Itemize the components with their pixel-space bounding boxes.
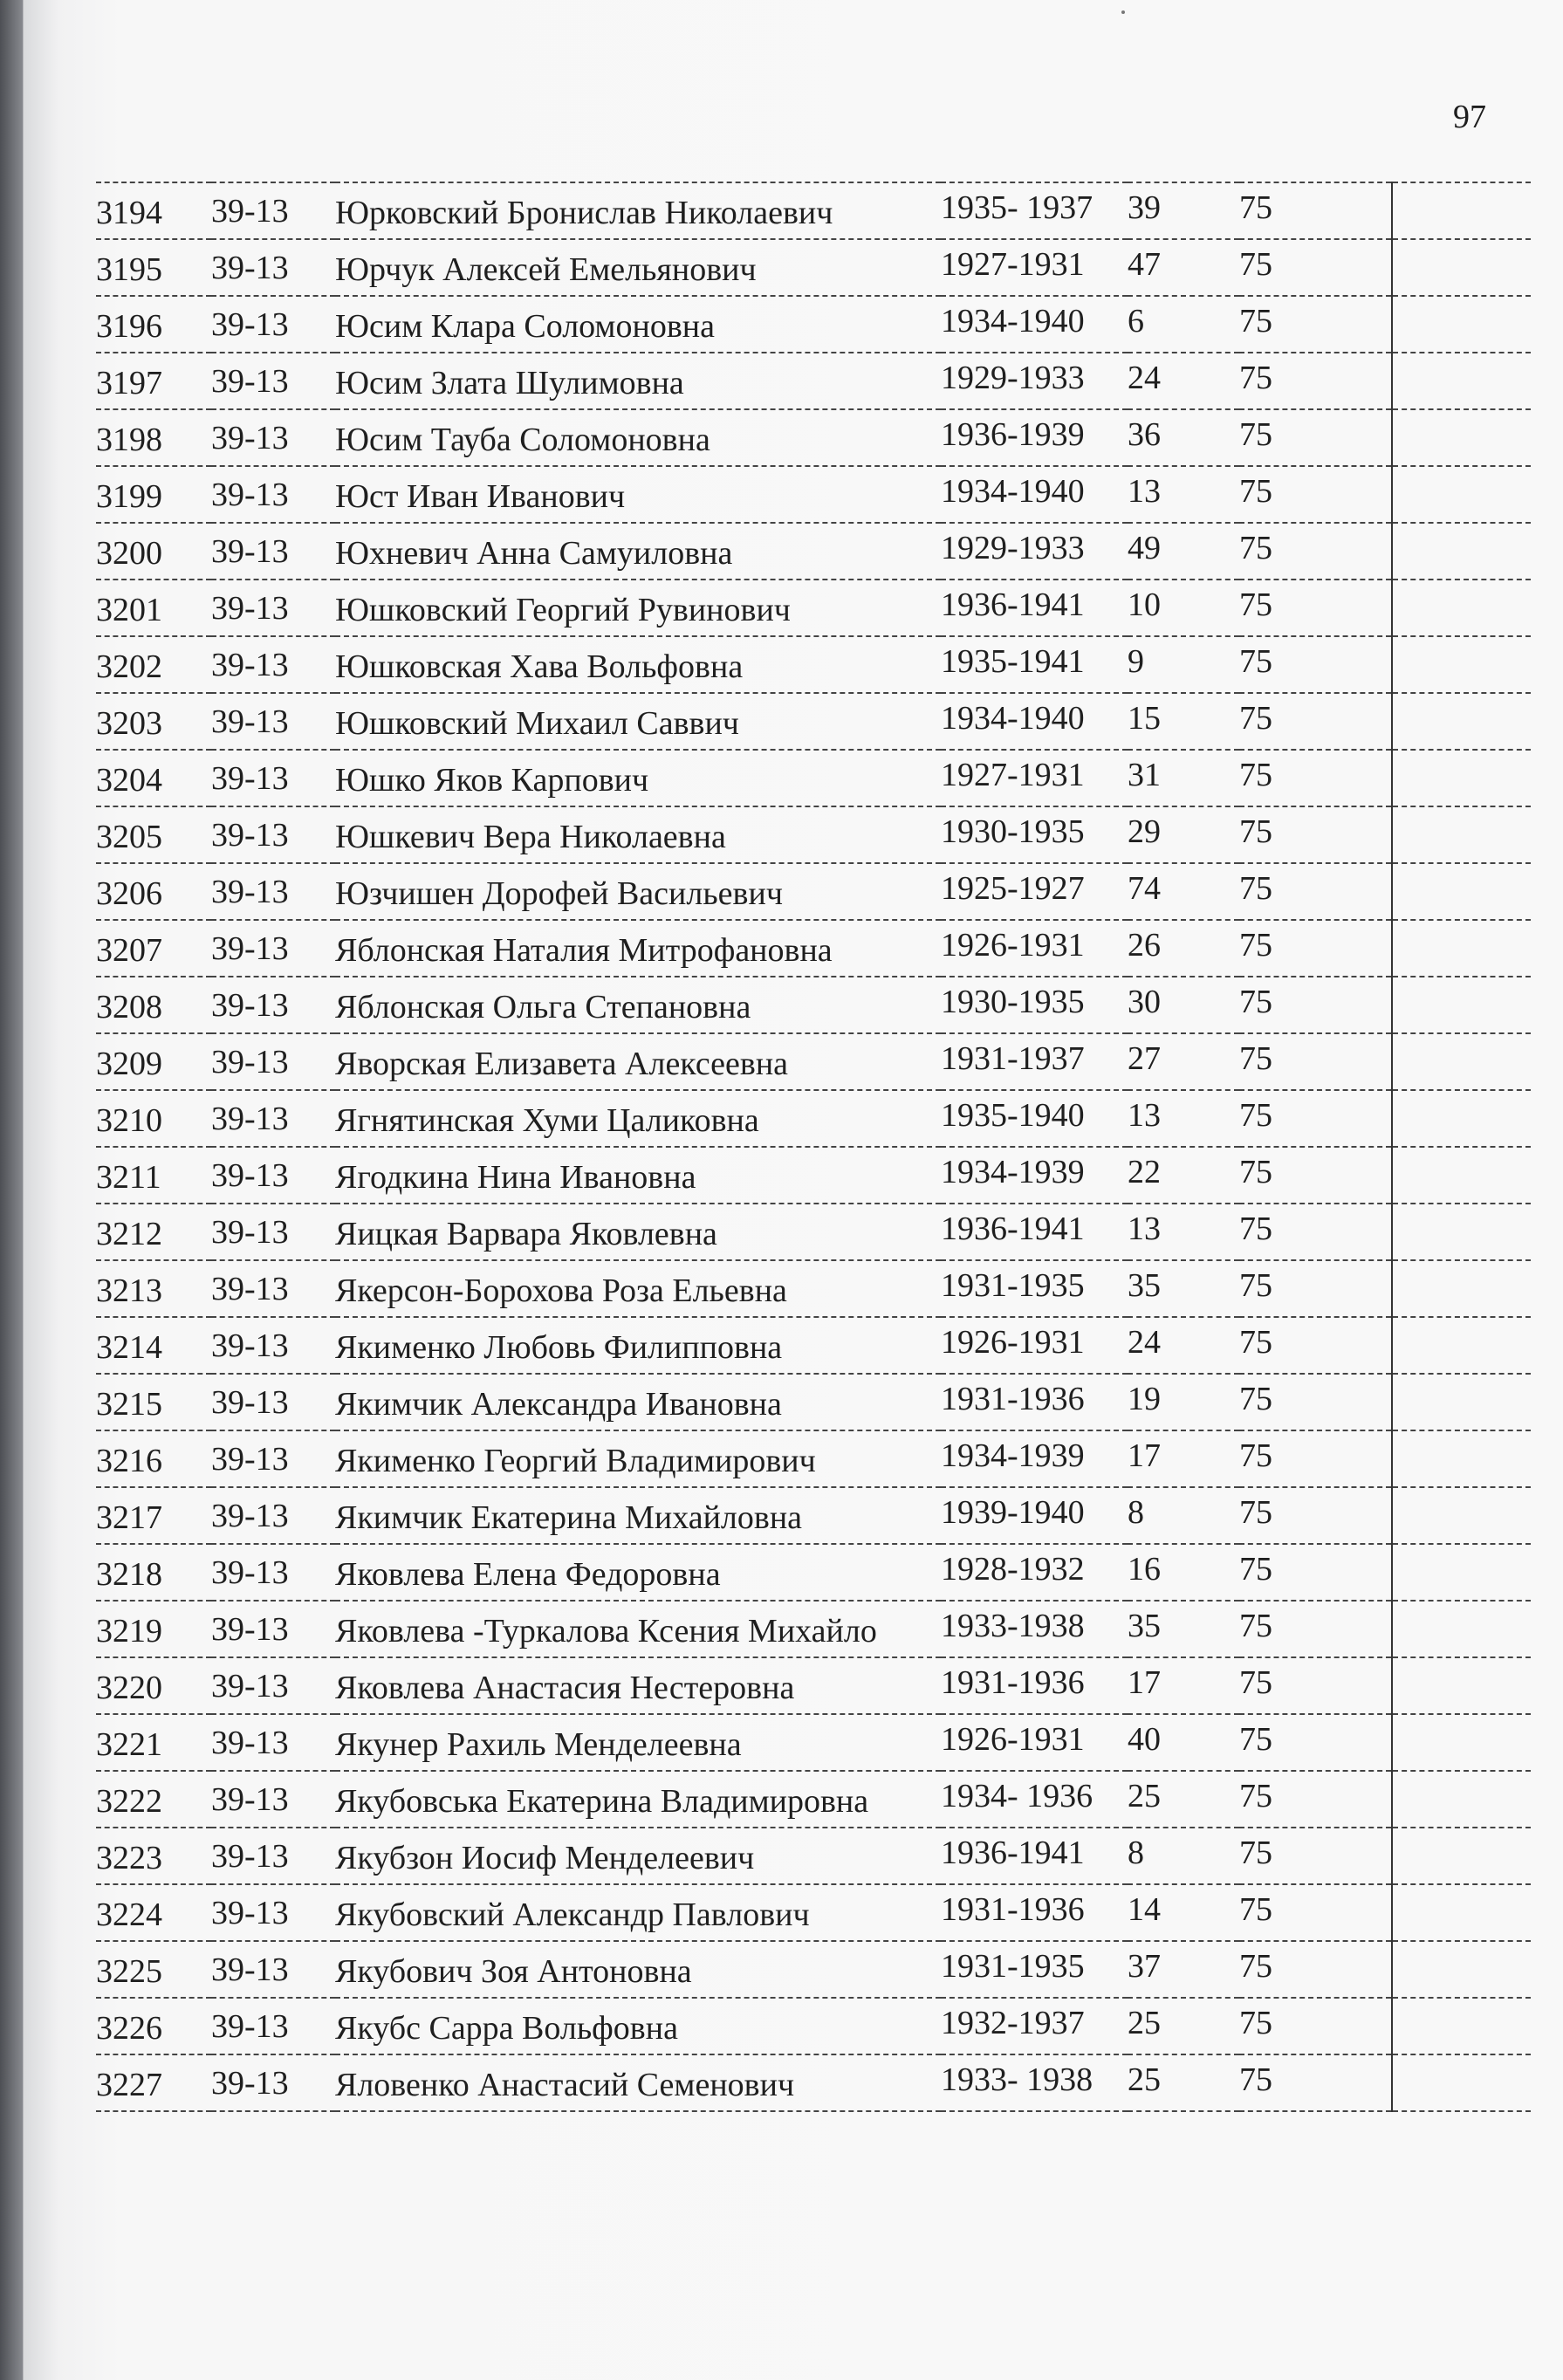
storage-term-cell: 75 xyxy=(1239,580,1392,636)
page-count-cell: 36 xyxy=(1128,409,1239,466)
years-range-cell: 1934-1939 xyxy=(941,1430,1128,1487)
table-row xyxy=(96,636,1531,693)
table-row xyxy=(96,1374,1531,1430)
empty-notes-cell xyxy=(1392,750,1531,806)
person-name-cell: Юсим Клара Соломоновна xyxy=(335,296,941,353)
page-count-cell: 25 xyxy=(1128,2054,1239,2111)
person-name-cell: Ягодкина Нина Ивановна xyxy=(335,1147,941,1204)
fund-code-cell: 39-13 xyxy=(211,353,335,409)
person-name-cell: Якимчик Екатерина Михайловна xyxy=(335,1487,941,1544)
record-number-cell: 3195 xyxy=(96,239,211,296)
empty-notes-cell xyxy=(1392,1601,1531,1657)
person-name-cell: Якубовский Александр Павлович xyxy=(335,1884,941,1941)
page-count-cell: 25 xyxy=(1128,1998,1239,2054)
record-number-cell: 3224 xyxy=(96,1884,211,1941)
empty-notes-cell xyxy=(1392,1260,1531,1317)
years-range-cell: 1935-1941 xyxy=(941,636,1128,693)
page-count-cell: 9 xyxy=(1128,636,1239,693)
years-range-cell: 1926-1931 xyxy=(941,1714,1128,1771)
fund-code-cell: 39-13 xyxy=(211,1544,335,1601)
page-count-cell: 24 xyxy=(1128,353,1239,409)
person-name-cell: Юшковский Михаил Саввич xyxy=(335,693,941,750)
page-count-cell: 27 xyxy=(1128,1033,1239,1090)
empty-notes-cell xyxy=(1392,1430,1531,1487)
table-row xyxy=(96,2054,1531,2111)
table-row xyxy=(96,1430,1531,1487)
person-name-cell: Якунер Рахиль Менделеевна xyxy=(335,1714,941,1771)
fund-code-cell: 39-13 xyxy=(211,1374,335,1430)
storage-term-cell: 75 xyxy=(1239,1544,1392,1601)
page-count-cell: 37 xyxy=(1128,1941,1239,1998)
page-count-cell: 35 xyxy=(1128,1601,1239,1657)
table-row xyxy=(96,863,1531,920)
years-range-cell: 1930-1935 xyxy=(941,977,1128,1033)
fund-code-cell: 39-13 xyxy=(211,409,335,466)
empty-notes-cell xyxy=(1392,580,1531,636)
empty-notes-cell xyxy=(1392,1828,1531,1884)
fund-code-cell: 39-13 xyxy=(211,182,335,239)
fund-code-cell: 39-13 xyxy=(211,693,335,750)
years-range-cell: 1934-1940 xyxy=(941,466,1128,523)
empty-notes-cell xyxy=(1392,2054,1531,2111)
record-number-cell: 3217 xyxy=(96,1487,211,1544)
years-range-cell: 1936-1941 xyxy=(941,1204,1128,1260)
table-row xyxy=(96,466,1531,523)
empty-notes-cell xyxy=(1392,1033,1531,1090)
person-name-cell: Якубович Зоя Антоновна xyxy=(335,1941,941,1998)
table-row xyxy=(96,1998,1531,2054)
table-row xyxy=(96,1033,1531,1090)
record-number-cell: 3216 xyxy=(96,1430,211,1487)
fund-code-cell: 39-13 xyxy=(211,2054,335,2111)
record-number-cell: 3202 xyxy=(96,636,211,693)
years-range-cell: 1936-1941 xyxy=(941,1828,1128,1884)
table-row xyxy=(96,1260,1531,1317)
years-range-cell: 1931-1935 xyxy=(941,1260,1128,1317)
record-number-cell: 3203 xyxy=(96,693,211,750)
page-number: 97 xyxy=(1453,99,1486,135)
storage-term-cell: 75 xyxy=(1239,1260,1392,1317)
fund-code-cell: 39-13 xyxy=(211,1147,335,1204)
storage-term-cell: 75 xyxy=(1239,1771,1392,1828)
storage-term-cell: 75 xyxy=(1239,1033,1392,1090)
page-count-cell: 10 xyxy=(1128,580,1239,636)
fund-code-cell: 39-13 xyxy=(211,466,335,523)
record-number-cell: 3225 xyxy=(96,1941,211,1998)
table-row xyxy=(96,182,1531,239)
years-range-cell: 1935-1940 xyxy=(941,1090,1128,1147)
years-range-cell: 1934-1940 xyxy=(941,693,1128,750)
person-name-cell: Яловенко Анастасий Семенович xyxy=(335,2054,941,2111)
page-count-cell: 15 xyxy=(1128,693,1239,750)
page-count-cell: 19 xyxy=(1128,1374,1239,1430)
page-count-cell: 31 xyxy=(1128,750,1239,806)
table-row xyxy=(96,1657,1531,1714)
storage-term-cell: 75 xyxy=(1239,1430,1392,1487)
years-range-cell: 1925-1927 xyxy=(941,863,1128,920)
record-number-cell: 3218 xyxy=(96,1544,211,1601)
table-row xyxy=(96,750,1531,806)
years-range-cell: 1926-1931 xyxy=(941,920,1128,977)
person-name-cell: Якубс Сарра Вольфовна xyxy=(335,1998,941,2054)
empty-notes-cell xyxy=(1392,353,1531,409)
empty-notes-cell xyxy=(1392,863,1531,920)
person-name-cell: Яворская Елизавета Алексеевна xyxy=(335,1033,941,1090)
empty-notes-cell xyxy=(1392,977,1531,1033)
person-name-cell: Якерсон-Борохова Роза Ельевна xyxy=(335,1260,941,1317)
person-name-cell: Ягнятинская Хуми Цаликовна xyxy=(335,1090,941,1147)
fund-code-cell: 39-13 xyxy=(211,1657,335,1714)
table-row xyxy=(96,920,1531,977)
fund-code-cell: 39-13 xyxy=(211,1771,335,1828)
record-number-cell: 3196 xyxy=(96,296,211,353)
years-range-cell: 1931-1935 xyxy=(941,1941,1128,1998)
record-number-cell: 3199 xyxy=(96,466,211,523)
storage-term-cell: 75 xyxy=(1239,1204,1392,1260)
record-number-cell: 3197 xyxy=(96,353,211,409)
page-count-cell: 13 xyxy=(1128,1204,1239,1260)
fund-code-cell: 39-13 xyxy=(211,636,335,693)
fund-code-cell: 39-13 xyxy=(211,523,335,580)
page-count-cell: 74 xyxy=(1128,863,1239,920)
storage-term-cell: 75 xyxy=(1239,806,1392,863)
table-row xyxy=(96,1884,1531,1941)
storage-term-cell: 75 xyxy=(1239,863,1392,920)
years-range-cell: 1934-1939 xyxy=(941,1147,1128,1204)
fund-code-cell: 39-13 xyxy=(211,1714,335,1771)
empty-notes-cell xyxy=(1392,1204,1531,1260)
storage-term-cell: 75 xyxy=(1239,182,1392,239)
person-name-cell: Яицкая Варвара Яковлевна xyxy=(335,1204,941,1260)
storage-term-cell: 75 xyxy=(1239,1998,1392,2054)
record-number-cell: 3211 xyxy=(96,1147,211,1204)
person-name-cell: Яковлева Елена Федоровна xyxy=(335,1544,941,1601)
person-name-cell: Якубовська Екатерина Владимировна xyxy=(335,1771,941,1828)
page-count-cell: 25 xyxy=(1128,1771,1239,1828)
page-count-cell: 47 xyxy=(1128,239,1239,296)
page-count-cell: 30 xyxy=(1128,977,1239,1033)
empty-notes-cell xyxy=(1392,636,1531,693)
table-row xyxy=(96,977,1531,1033)
page-count-cell: 6 xyxy=(1128,296,1239,353)
person-name-cell: Юхневич Анна Самуиловна xyxy=(335,523,941,580)
page-count-cell: 35 xyxy=(1128,1260,1239,1317)
storage-term-cell: 75 xyxy=(1239,1487,1392,1544)
record-number-cell: 3215 xyxy=(96,1374,211,1430)
years-range-cell: 1931-1936 xyxy=(941,1884,1128,1941)
fund-code-cell: 39-13 xyxy=(211,1430,335,1487)
table-row xyxy=(96,1941,1531,1998)
years-range-cell: 1935- 1937 xyxy=(941,182,1128,239)
person-name-cell: Юсим Тауба Соломоновна xyxy=(335,409,941,466)
fund-code-cell: 39-13 xyxy=(211,1884,335,1941)
person-name-cell: Юрчук Алексей Емельянович xyxy=(335,239,941,296)
years-range-cell: 1927-1931 xyxy=(941,750,1128,806)
storage-term-cell: 75 xyxy=(1239,636,1392,693)
years-range-cell: 1931-1936 xyxy=(941,1374,1128,1430)
fund-code-cell: 39-13 xyxy=(211,863,335,920)
record-number-cell: 3205 xyxy=(96,806,211,863)
empty-notes-cell xyxy=(1392,1941,1531,1998)
years-range-cell: 1926-1931 xyxy=(941,1317,1128,1374)
table-row xyxy=(96,409,1531,466)
record-number-cell: 3200 xyxy=(96,523,211,580)
fund-code-cell: 39-13 xyxy=(211,239,335,296)
fund-code-cell: 39-13 xyxy=(211,1998,335,2054)
empty-notes-cell xyxy=(1392,239,1531,296)
table-row xyxy=(96,1714,1531,1771)
table-row xyxy=(96,353,1531,409)
table-row xyxy=(96,523,1531,580)
record-number-cell: 3201 xyxy=(96,580,211,636)
empty-notes-cell xyxy=(1392,523,1531,580)
table-row xyxy=(96,1147,1531,1204)
storage-term-cell: 75 xyxy=(1239,1147,1392,1204)
person-name-cell: Юшко Яков Карпович xyxy=(335,750,941,806)
years-range-cell: 1939-1940 xyxy=(941,1487,1128,1544)
record-number-cell: 3221 xyxy=(96,1714,211,1771)
record-number-cell: 3212 xyxy=(96,1204,211,1260)
storage-term-cell: 75 xyxy=(1239,1657,1392,1714)
empty-notes-cell xyxy=(1392,1544,1531,1601)
years-range-cell: 1931-1937 xyxy=(941,1033,1128,1090)
record-number-cell: 3207 xyxy=(96,920,211,977)
fund-code-cell: 39-13 xyxy=(211,806,335,863)
years-range-cell: 1932-1937 xyxy=(941,1998,1128,2054)
page-count-cell: 16 xyxy=(1128,1544,1239,1601)
fund-code-cell: 39-13 xyxy=(211,296,335,353)
empty-notes-cell xyxy=(1392,806,1531,863)
table-row xyxy=(96,806,1531,863)
person-name-cell: Юшковская Хава Вольфовна xyxy=(335,636,941,693)
empty-notes-cell xyxy=(1392,1487,1531,1544)
record-number-cell: 3220 xyxy=(96,1657,211,1714)
storage-term-cell: 75 xyxy=(1239,1828,1392,1884)
table-row xyxy=(96,1317,1531,1374)
storage-term-cell: 75 xyxy=(1239,523,1392,580)
fund-code-cell: 39-13 xyxy=(211,1487,335,1544)
person-name-cell: Якубзон Иосиф Менделеевич xyxy=(335,1828,941,1884)
page-count-cell: 8 xyxy=(1128,1828,1239,1884)
empty-notes-cell xyxy=(1392,1714,1531,1771)
person-name-cell: Яковлева -Туркалова Ксения Михайло xyxy=(335,1601,941,1657)
page-count-cell: 13 xyxy=(1128,466,1239,523)
storage-term-cell: 75 xyxy=(1239,1374,1392,1430)
person-name-cell: Юрковский Бронислав Николаевич xyxy=(335,182,941,239)
empty-notes-cell xyxy=(1392,1374,1531,1430)
person-name-cell: Якименко Георгий Владимирович xyxy=(335,1430,941,1487)
fund-code-cell: 39-13 xyxy=(211,1033,335,1090)
storage-term-cell: 75 xyxy=(1239,920,1392,977)
empty-notes-cell xyxy=(1392,1771,1531,1828)
table-row xyxy=(96,1204,1531,1260)
record-number-cell: 3194 xyxy=(96,182,211,239)
fund-code-cell: 39-13 xyxy=(211,1941,335,1998)
storage-term-cell: 75 xyxy=(1239,466,1392,523)
record-number-cell: 3210 xyxy=(96,1090,211,1147)
record-number-cell: 3204 xyxy=(96,750,211,806)
storage-term-cell: 75 xyxy=(1239,409,1392,466)
stray-mark xyxy=(1121,10,1125,14)
years-range-cell: 1934-1940 xyxy=(941,296,1128,353)
years-range-cell: 1933-1938 xyxy=(941,1601,1128,1657)
page-count-cell: 14 xyxy=(1128,1884,1239,1941)
table-row xyxy=(96,693,1531,750)
record-number-cell: 3227 xyxy=(96,2054,211,2111)
page-count-cell: 8 xyxy=(1128,1487,1239,1544)
person-name-cell: Юзчишен Дорофей Васильевич xyxy=(335,863,941,920)
years-range-cell: 1930-1935 xyxy=(941,806,1128,863)
storage-term-cell: 75 xyxy=(1239,296,1392,353)
person-name-cell: Яблонская Ольга Степановна xyxy=(335,977,941,1033)
years-range-cell: 1936-1939 xyxy=(941,409,1128,466)
page-count-cell: 39 xyxy=(1128,182,1239,239)
page-count-cell: 29 xyxy=(1128,806,1239,863)
empty-notes-cell xyxy=(1392,1998,1531,2054)
storage-term-cell: 75 xyxy=(1239,1714,1392,1771)
storage-term-cell: 75 xyxy=(1239,1090,1392,1147)
person-name-cell: Якимчик Александра Ивановна xyxy=(335,1374,941,1430)
empty-notes-cell xyxy=(1392,1090,1531,1147)
years-range-cell: 1933- 1938 xyxy=(941,2054,1128,2111)
registry-table xyxy=(96,182,1531,2112)
table-row xyxy=(96,1090,1531,1147)
table-row xyxy=(96,1828,1531,1884)
table-row xyxy=(96,580,1531,636)
storage-term-cell: 75 xyxy=(1239,239,1392,296)
registry-table-body xyxy=(96,182,1531,2111)
table-row xyxy=(96,296,1531,353)
fund-code-cell: 39-13 xyxy=(211,1090,335,1147)
years-range-cell: 1929-1933 xyxy=(941,353,1128,409)
storage-term-cell: 75 xyxy=(1239,1941,1392,1998)
fund-code-cell: 39-13 xyxy=(211,750,335,806)
years-range-cell: 1929-1933 xyxy=(941,523,1128,580)
person-name-cell: Юшкевич Вера Николаевна xyxy=(335,806,941,863)
person-name-cell: Юшковский Георгий Рувинович xyxy=(335,580,941,636)
record-number-cell: 3198 xyxy=(96,409,211,466)
page-count-cell: 40 xyxy=(1128,1714,1239,1771)
empty-notes-cell xyxy=(1392,182,1531,239)
record-number-cell: 3226 xyxy=(96,1998,211,2054)
record-number-cell: 3214 xyxy=(96,1317,211,1374)
page-count-cell: 13 xyxy=(1128,1090,1239,1147)
person-name-cell: Яковлева Анастасия Нестеровна xyxy=(335,1657,941,1714)
empty-notes-cell xyxy=(1392,920,1531,977)
table-row xyxy=(96,1601,1531,1657)
storage-term-cell: 75 xyxy=(1239,2054,1392,2111)
person-name-cell: Юсим Злата Шулимовна xyxy=(335,353,941,409)
record-number-cell: 3208 xyxy=(96,977,211,1033)
storage-term-cell: 75 xyxy=(1239,1884,1392,1941)
empty-notes-cell xyxy=(1392,466,1531,523)
fund-code-cell: 39-13 xyxy=(211,1204,335,1260)
empty-notes-cell xyxy=(1392,1147,1531,1204)
fund-code-cell: 39-13 xyxy=(211,580,335,636)
record-number-cell: 3209 xyxy=(96,1033,211,1090)
record-number-cell: 3213 xyxy=(96,1260,211,1317)
storage-term-cell: 75 xyxy=(1239,693,1392,750)
storage-term-cell: 75 xyxy=(1239,750,1392,806)
storage-term-cell: 75 xyxy=(1239,1601,1392,1657)
page-count-cell: 22 xyxy=(1128,1147,1239,1204)
empty-notes-cell xyxy=(1392,693,1531,750)
table-row xyxy=(96,1544,1531,1601)
table-row xyxy=(96,239,1531,296)
page-count-cell: 17 xyxy=(1128,1657,1239,1714)
storage-term-cell: 75 xyxy=(1239,977,1392,1033)
table-row xyxy=(96,1771,1531,1828)
person-name-cell: Яблонская Наталия Митрофановна xyxy=(335,920,941,977)
page-count-cell: 17 xyxy=(1128,1430,1239,1487)
years-range-cell: 1928-1932 xyxy=(941,1544,1128,1601)
record-number-cell: 3206 xyxy=(96,863,211,920)
fund-code-cell: 39-13 xyxy=(211,1828,335,1884)
empty-notes-cell xyxy=(1392,1884,1531,1941)
person-name-cell: Якименко Любовь Филипповна xyxy=(335,1317,941,1374)
storage-term-cell: 75 xyxy=(1239,353,1392,409)
fund-code-cell: 39-13 xyxy=(211,1601,335,1657)
years-range-cell: 1931-1936 xyxy=(941,1657,1128,1714)
empty-notes-cell xyxy=(1392,296,1531,353)
page-count-cell: 49 xyxy=(1128,523,1239,580)
page-count-cell: 24 xyxy=(1128,1317,1239,1374)
person-name-cell: Юст Иван Иванович xyxy=(335,466,941,523)
empty-notes-cell xyxy=(1392,1657,1531,1714)
fund-code-cell: 39-13 xyxy=(211,1317,335,1374)
fund-code-cell: 39-13 xyxy=(211,977,335,1033)
record-number-cell: 3223 xyxy=(96,1828,211,1884)
empty-notes-cell xyxy=(1392,409,1531,466)
empty-notes-cell xyxy=(1392,1317,1531,1374)
storage-term-cell: 75 xyxy=(1239,1317,1392,1374)
record-number-cell: 3222 xyxy=(96,1771,211,1828)
fund-code-cell: 39-13 xyxy=(211,1260,335,1317)
table-row xyxy=(96,1487,1531,1544)
record-number-cell: 3219 xyxy=(96,1601,211,1657)
page-count-cell: 26 xyxy=(1128,920,1239,977)
years-range-cell: 1936-1941 xyxy=(941,580,1128,636)
years-range-cell: 1934- 1936 xyxy=(941,1771,1128,1828)
years-range-cell: 1927-1931 xyxy=(941,239,1128,296)
fund-code-cell: 39-13 xyxy=(211,920,335,977)
